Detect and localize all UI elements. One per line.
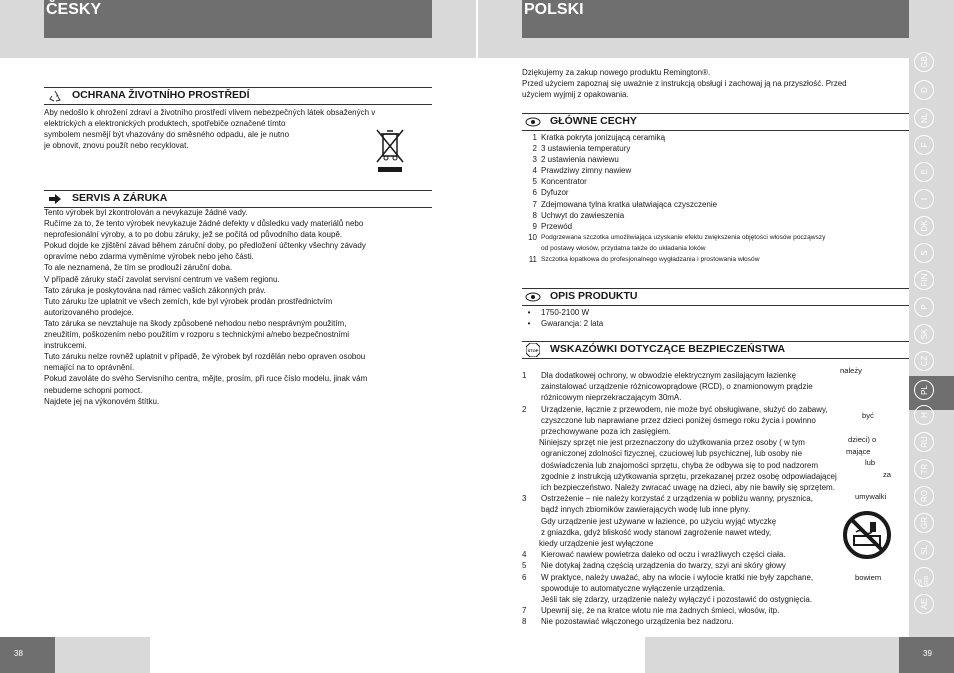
- item-number: 4: [532, 166, 537, 176]
- features-heading-text: GŁÓWNE CECHY: [550, 115, 637, 128]
- list-item: [522, 187, 909, 198]
- warranty-line: Ručíme za to, že tento výrobek nevykazuje žádné defekty v důsledku vady materiálů nebo: [44, 219, 364, 229]
- language-tab-ro[interactable]: RO: [914, 486, 934, 506]
- safety-line: Urządzenie, łącznie z przewodem, nie może być obsługiwane, służyć do zabawy,: [541, 404, 828, 414]
- features-section-heading: [522, 113, 909, 131]
- warranty-heading-text: SERVIS A ZÁRUKA: [72, 192, 168, 205]
- item-number: 4: [522, 550, 527, 560]
- language-tab-e[interactable]: E: [914, 162, 934, 182]
- item-number: 8: [532, 210, 537, 220]
- page-title-czech: ČESKY: [44, 0, 432, 38]
- safety-item: [522, 404, 892, 494]
- intro-paragraph: [522, 67, 909, 100]
- safety-line: kiedy urządzenie jest wyłączone: [539, 539, 654, 549]
- recycle-icon: [44, 90, 66, 102]
- safety-section-heading: [522, 341, 909, 359]
- no-bath-icon: [842, 510, 892, 560]
- safety-line: Nie pozostawiać włączonego urządzenia bez nadzoru.: [541, 617, 734, 627]
- item-number: 5: [522, 561, 527, 571]
- safety-line: ich bezpieczeństwo. Należy zwracać uwagę na dzieci, aby nie bawiły się sprzętem.: [541, 483, 835, 493]
- page-title-polish: POLSKI: [522, 0, 909, 38]
- item-text: 3 ustawienia temperatury: [541, 144, 631, 154]
- language-tab-cz[interactable]: CZ: [914, 351, 934, 371]
- item-number: 2: [532, 144, 537, 154]
- safety-line: ograniczonej zdolności fizycznej, czuciowej lub psychicznej, lub osoby nie: [541, 449, 803, 459]
- description-list: [522, 307, 909, 329]
- warranty-line: autorizovaného prodejce.: [44, 307, 134, 317]
- language-tab-p[interactable]: P: [914, 297, 934, 317]
- language-tab-fin[interactable]: FIN: [914, 270, 934, 290]
- language-tab-dk[interactable]: DK: [914, 216, 934, 236]
- overflow-word: za: [883, 470, 892, 479]
- item-text: Podgrzewana szczotka umożliwiająca uzyskanie efektu zwiększenia objętości włosów począwszy: [541, 233, 826, 241]
- env-heading-text: OCHRANA ŽIVOTNÍHO PROSTŘEDÍ: [72, 89, 250, 102]
- language-tab-ae[interactable]: AE: [914, 594, 934, 614]
- warranty-line: Pokud dojde ke zjištění závad během záruční doby, po předložení účtenky všechny závady: [44, 241, 366, 251]
- footer-right: [645, 637, 954, 673]
- intro-line: Dziękujemy za zakup nowego produktu Remington®.: [522, 68, 711, 77]
- env-section-heading: [44, 87, 432, 105]
- item-text: Dyfuzor: [541, 188, 569, 198]
- item-number: 10: [528, 232, 537, 242]
- safety-item: [522, 605, 892, 616]
- item-number: 1: [532, 133, 537, 142]
- item-text: 1750-2100 W: [541, 308, 590, 317]
- list-item: [522, 221, 909, 232]
- overflow-word: mające: [846, 447, 871, 456]
- list-item: [522, 307, 909, 318]
- safety-line: Kierować nawiew powietrza daleko od oczu i wrażliwych części ciała.: [541, 550, 786, 560]
- safety-line: zainstalować urządzenie różnicowoprądowe (RCD), o znamionowym prądzie: [541, 382, 813, 392]
- language-tab-d[interactable]: D: [914, 80, 934, 100]
- item-text: Prawdziwy zimny nawiew: [541, 166, 632, 176]
- eye-icon: [522, 117, 544, 127]
- safety-line: zgodnie z instrukcją użytkowania sprzętu, przekazanej przez osobę odpowiadającej: [541, 471, 837, 481]
- safety-heading-text: WSKAZÓWKI DOTYCZĄCE BEZPIECZEŃSTWA: [550, 343, 786, 356]
- stop-icon: [522, 343, 544, 357]
- item-number: 7: [532, 199, 537, 209]
- warranty-line: Tato záruka je poskytována nad rámec vašich zákonných práv.: [44, 285, 266, 295]
- item-number: 6: [522, 572, 527, 582]
- warranty-line: V případě záruky stačí zavolat servisní centrum ve vašem regionu.: [44, 274, 280, 284]
- item-text: Kratka pokryta jonizującą ceramiką: [541, 133, 666, 142]
- item-text: Szczotka łopatkowa do profesjonalnego wygładzania i prostowania włosów: [541, 256, 760, 264]
- warranty-paragraph: [44, 207, 432, 407]
- safety-line: różnicowym nieprzekraczającym 30mA.: [541, 393, 682, 403]
- warranty-line: Tuto záruku nelze rovněž uplatnit v případě, že výrobek byl rozdělán nebo opraven osobou: [44, 352, 366, 362]
- list-item-continuation: [522, 243, 909, 254]
- language-tab-pl[interactable]: PL: [914, 380, 934, 400]
- safety-line: z gniazdka, gdyż bliskość wody stanowi zagrożenie nawet wtedy,: [541, 527, 772, 537]
- safety-line: Jeśli tak się zdarzy, urządzenie należy wyłączyć i pozostawić do ostygnięcia.: [541, 595, 813, 605]
- overflow-word: umywalki: [855, 492, 887, 501]
- warranty-line: Tato záruka se nevztahuje na škody způsobené nehodou nebo nesprávným použitím,: [44, 318, 347, 328]
- intro-line: Przed użyciem zapoznaj się uważnie z instrukcją obsługi i zachowaj ją na przyszłość. Przed: [522, 79, 847, 89]
- safety-line: Ostrzeżenie – nie należy korzystać z urządzenia w pobliżu wanny, prysznica,: [541, 494, 813, 504]
- list-item: [522, 210, 909, 221]
- safety-line: Niniejszy sprzęt nie jest przeznaczony do użytkowania przez osoby ( w tym: [539, 438, 805, 448]
- safety-item: [522, 370, 892, 404]
- language-sidebar: [909, 38, 954, 637]
- list-item: [522, 165, 909, 176]
- language-tab-gb[interactable]: GB: [914, 52, 934, 72]
- item-text: 2 ustawienia nawiewu: [541, 155, 619, 165]
- safety-line: Upewnij się, że na kratce wlotu nie ma żadnych śmieci, włosów, itp.: [541, 606, 780, 616]
- language-tab-s[interactable]: S: [914, 243, 934, 263]
- safety-line: Nie dotykaj żadną częścią urządzenia do twarzy, szyi ani skóry głowy: [541, 561, 786, 571]
- item-text: od postawy włosów, przydatna także do układania loków: [541, 244, 706, 252]
- overflow-word: być: [862, 411, 874, 420]
- bullet-icon: •: [527, 308, 531, 317]
- list-item: [522, 143, 909, 154]
- warranty-line: Pokud zavoláte do svého Servisního centra, mějte, prosím, při ruce číslo modelu, jinak vám: [44, 374, 368, 384]
- list-item: [522, 199, 909, 210]
- page-number-left: 38: [0, 637, 55, 673]
- crossed-bin-icon: [374, 128, 406, 174]
- list-item: [522, 232, 909, 243]
- item-number: 9: [532, 221, 537, 231]
- safety-item: [522, 493, 892, 549]
- item-number: 11: [528, 255, 537, 265]
- env-line: je obnovit, znovu použít nebo recyklovat.: [44, 141, 189, 151]
- item-text: Uchwyt do zawieszenia: [541, 210, 625, 220]
- safety-line: doświadczenia lub znajomości sprzętu, chyba że odbywa się to pod nadzorem: [541, 460, 819, 470]
- overflow-word: lub: [865, 458, 876, 467]
- env-line: elektrických a elektronických produktech, spotřebiče označené tímto: [44, 119, 286, 129]
- item-text: Gwarancja: 2 lata: [541, 319, 604, 329]
- bullet-icon: •: [527, 319, 531, 329]
- item-number: 5: [532, 177, 537, 187]
- safety-item: [522, 572, 892, 606]
- safety-line: Gdy urządzenie jest używane w łazience, po użyciu wyjąć wtyczkę: [541, 516, 777, 526]
- warranty-line: zneužitím, poškozením nebo použitím v rozporu s technickými a/nebo bezpečnostními: [44, 330, 350, 340]
- warranty-line: opravíme nebo zdarma vyměníme výrobek nebo jeho části.: [44, 252, 254, 262]
- warranty-line: To ale neznamená, že tím se prodlouží záruční doba.: [44, 263, 233, 273]
- item-number: 3: [532, 155, 537, 165]
- item-number: 3: [522, 494, 527, 504]
- language-tab-f[interactable]: F: [914, 135, 934, 155]
- language-tab-nl[interactable]: NL: [914, 108, 934, 128]
- warranty-line: nemající na to oprávnění.: [44, 363, 135, 373]
- safety-line: bądź innych zbiorników zawierających wodę lub inne płyny.: [541, 505, 751, 515]
- language-tab-ru[interactable]: RU: [914, 432, 934, 452]
- warranty-section-heading: [44, 190, 432, 208]
- list-item: [522, 132, 909, 143]
- list-item: [522, 254, 909, 265]
- stop-icon-label: STOP: [527, 348, 539, 353]
- intro-line: użyciem wyjmij z opakowania.: [522, 90, 629, 100]
- item-text: Przewód: [541, 221, 573, 231]
- overflow-word: należy: [840, 366, 862, 375]
- language-tab-hr-srb[interactable]: HR SRB: [914, 567, 934, 587]
- arrow-right-icon: [44, 194, 66, 204]
- safety-item: [522, 549, 892, 560]
- item-number: 2: [522, 404, 527, 414]
- language-tab-tr[interactable]: TR: [914, 459, 934, 479]
- warranty-line: Tento výrobek byl zkontrolován a nevykazuje žádné vady.: [44, 208, 248, 217]
- warranty-line: Najdete jej na výkonovém štítku.: [44, 396, 160, 406]
- safety-list: [522, 370, 892, 628]
- warranty-line: nebudeme schopni pomoct.: [44, 385, 143, 395]
- language-tab-i[interactable]: I: [914, 189, 934, 209]
- description-heading-text: OPIS PRODUKTU: [550, 290, 638, 303]
- language-tab-sk[interactable]: SK: [914, 324, 934, 344]
- env-line: Aby nedošlo k ohrožení zdraví a životního prostředí vlivem nebezpečných látek obsažených v: [44, 108, 376, 117]
- item-number: 1: [522, 371, 527, 380]
- safety-line: spowoduje to automatyczne wyłączenie urządzenia.: [541, 583, 726, 593]
- page-number-right: 39: [899, 637, 954, 673]
- language-tab-sl[interactable]: SL: [914, 540, 934, 560]
- list-item: [522, 176, 909, 187]
- footer-left: [0, 637, 150, 673]
- list-item: [522, 154, 909, 165]
- item-number: 8: [522, 617, 527, 627]
- eye-icon: [522, 292, 544, 302]
- safety-line: W praktyce, należy uważać, aby na wlocie i wylocie kratki nie były zapchane,: [541, 572, 814, 582]
- env-line: symbolem nesmějí být vhazovány do směsného odpadu, ale je nutno: [44, 130, 290, 140]
- list-item: [522, 318, 909, 329]
- warranty-line: Tuto záruku lze uplatnit ve všech zemích, kde byl výrobek prodán prostřednictvím: [44, 296, 333, 306]
- item-number: 6: [532, 188, 537, 198]
- safety-line: przechowywane poza ich zasięgiem.: [541, 427, 671, 437]
- overflow-word: dzieci) o: [848, 435, 877, 444]
- language-tab-h[interactable]: H: [914, 405, 934, 425]
- features-list: [522, 132, 909, 265]
- safety-item: [522, 560, 892, 571]
- safety-line: czyszczone lub naprawiane przez dzieci poniżej ósmego roku życia i powinno: [541, 415, 816, 425]
- item-text: Koncentrator: [541, 177, 587, 187]
- item-number: 7: [522, 606, 527, 616]
- item-text: Zdejmowana tylna kratka ułatwiająca czyszczenie: [541, 199, 718, 209]
- warranty-line: neprofesionální výroby, a to po dobu záruky, jež se počítá od původního data koupě.: [44, 230, 343, 240]
- safety-item: [522, 616, 892, 627]
- language-tab-gr[interactable]: GR: [914, 513, 934, 533]
- warranty-line: instrukcemi.: [44, 341, 87, 351]
- description-section-heading: [522, 288, 909, 306]
- overflow-word: bowiem: [855, 573, 882, 582]
- safety-line: Dla dodatkowej ochrony, w obwodzie elektrycznym zasilającym łazienkę: [541, 371, 797, 380]
